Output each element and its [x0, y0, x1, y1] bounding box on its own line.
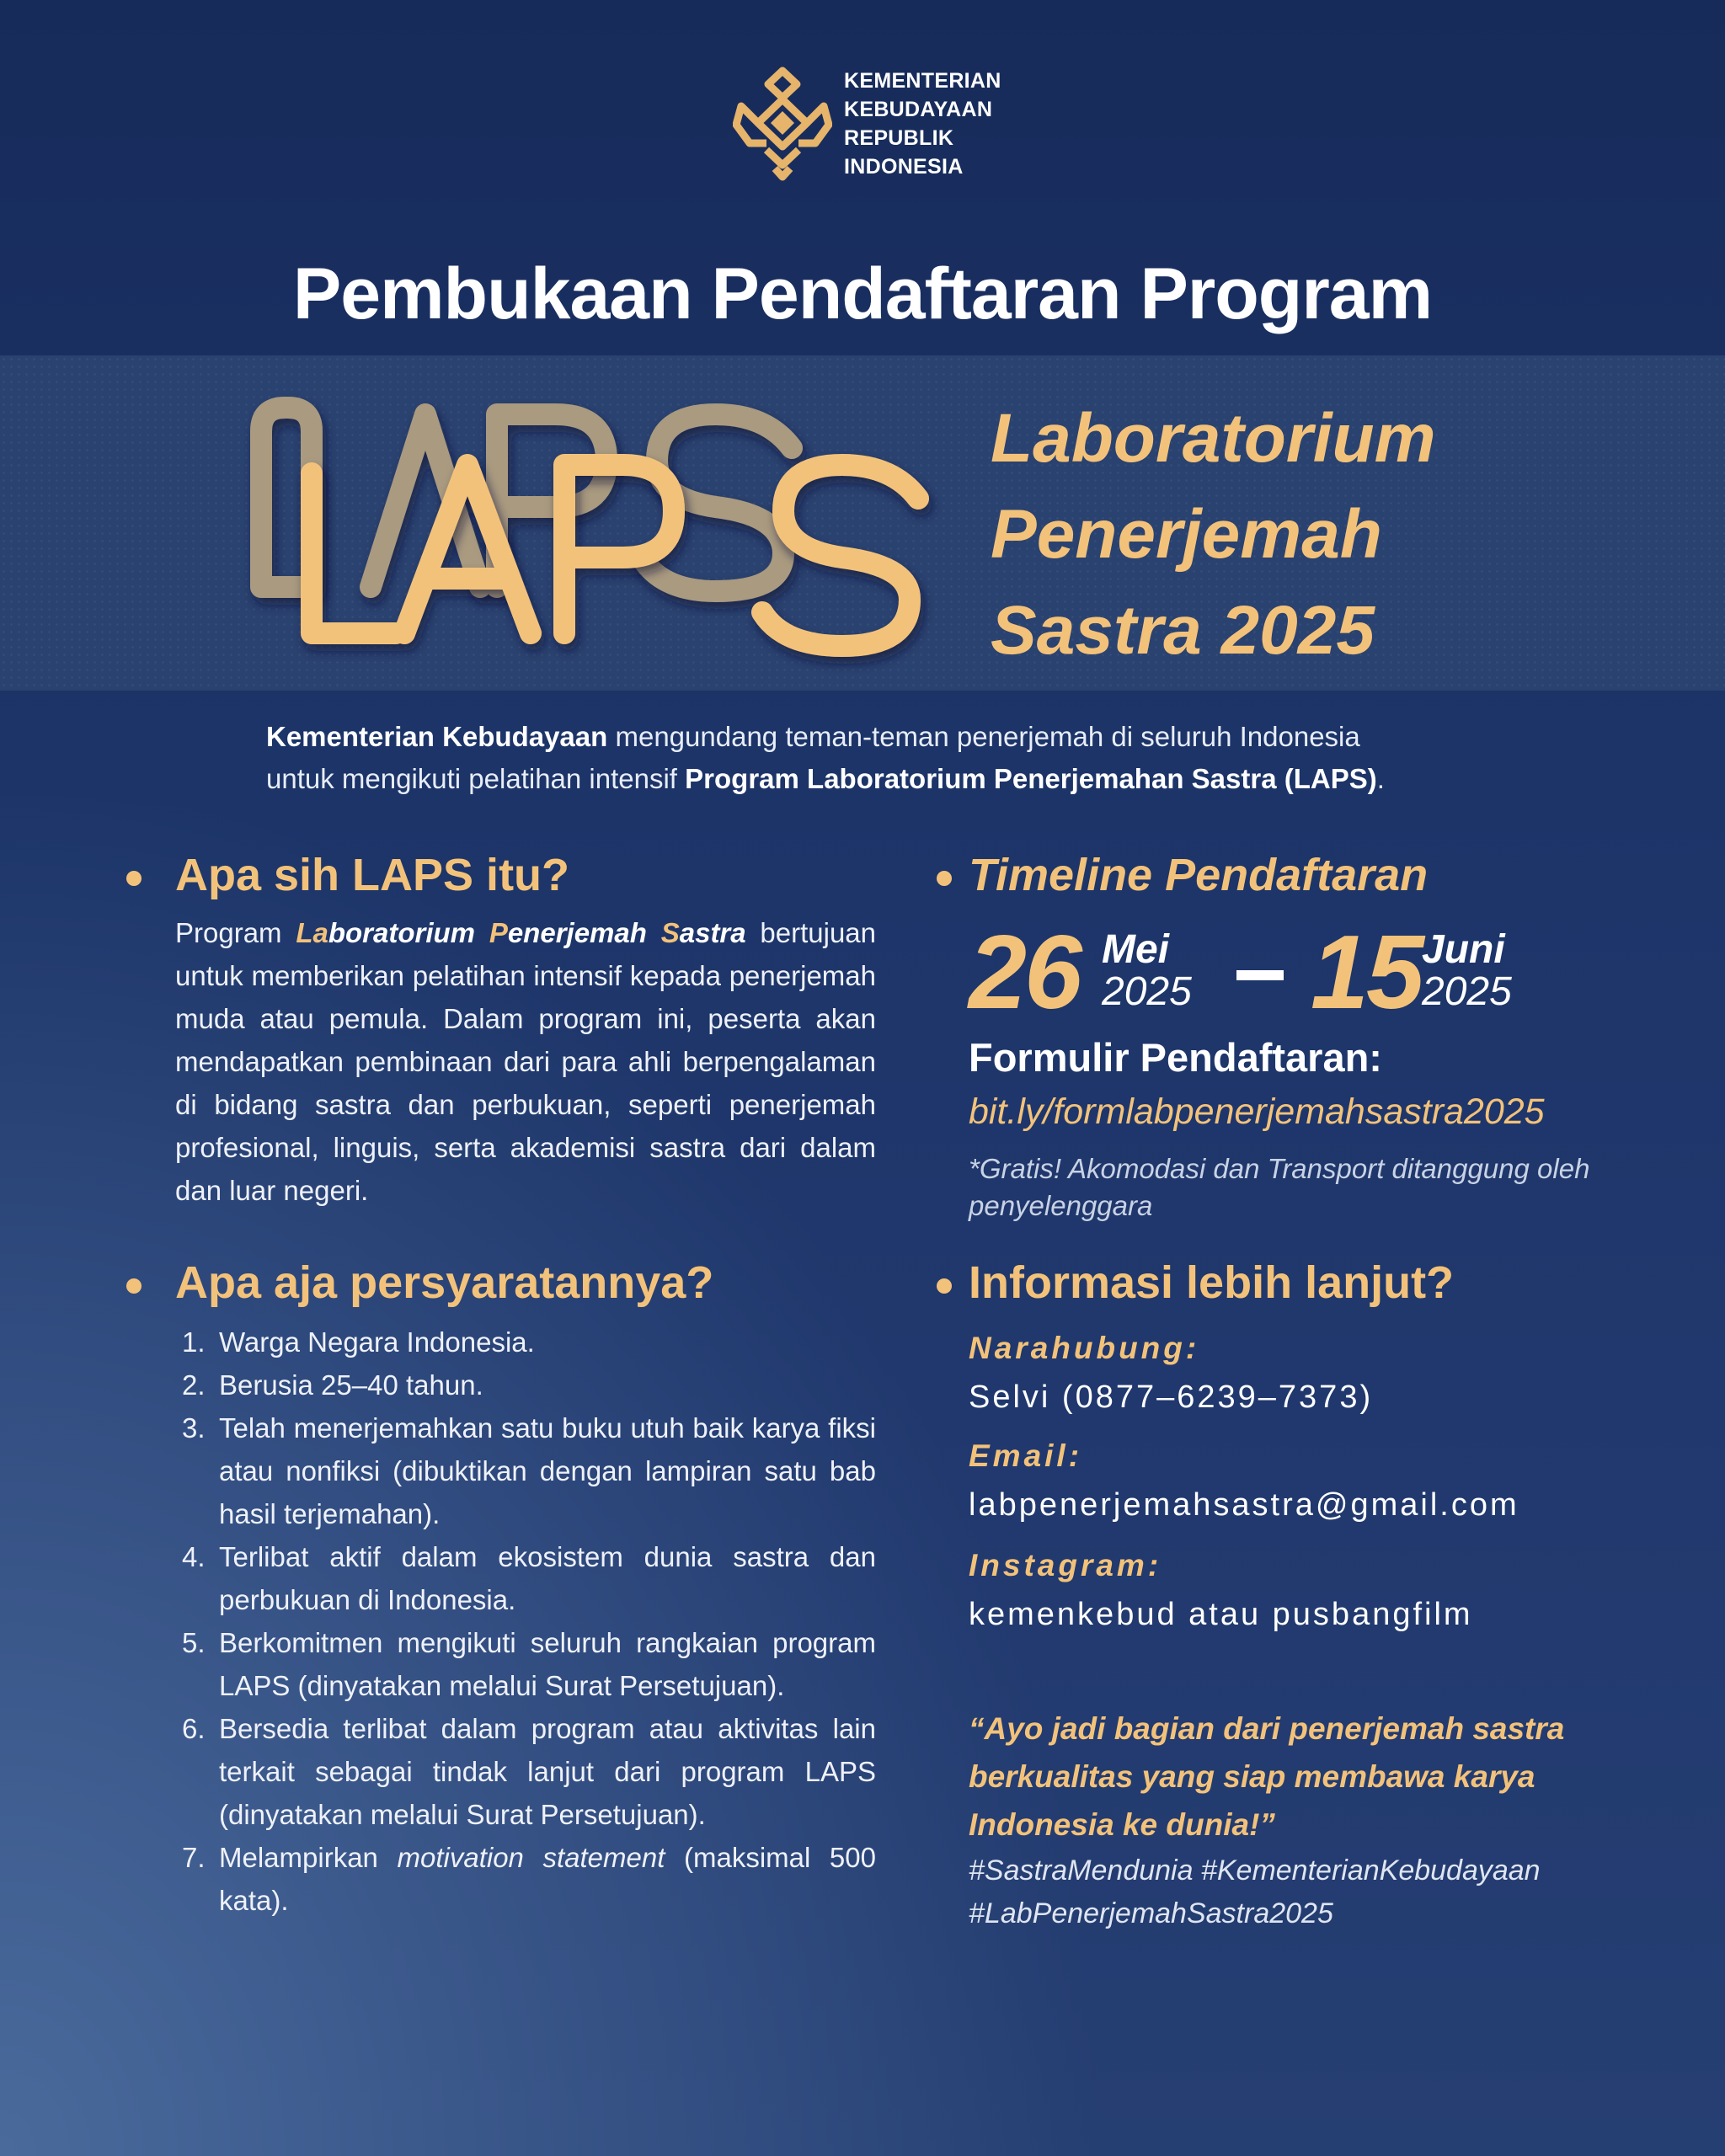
- list-number: 1.: [182, 1326, 206, 1358]
- list-item: [175, 1707, 876, 1836]
- page-title: Pembukaan Pendaftaran Program: [292, 253, 1433, 334]
- list-text-emphasis: motivation statement: [397, 1842, 665, 1873]
- requirements-list: [175, 1321, 876, 1922]
- intro-bold: Kementerian Kebudayaan: [266, 721, 608, 752]
- banner-subtitle-line: Laboratorium: [991, 400, 1436, 477]
- garuda-knot-logo-icon: [733, 66, 832, 182]
- list-item: [175, 1621, 876, 1707]
- instagram-value: kemenkebud atau pusbangfilm: [969, 1597, 1473, 1632]
- bullet-dot: [937, 1278, 952, 1294]
- instagram-label: Instagram:: [969, 1548, 1162, 1582]
- start-month: Mei: [1102, 927, 1170, 972]
- bullet-dot: [126, 871, 142, 886]
- list-item: [175, 1406, 876, 1535]
- list-text: Warga Negara Indonesia.: [219, 1326, 535, 1358]
- ministry-logo: [733, 66, 1001, 182]
- contact-value: Selvi (0877–6239–7373): [969, 1380, 1374, 1415]
- list-item: [175, 1535, 876, 1621]
- list-item: [175, 1836, 876, 1922]
- hashtags: [969, 1849, 1659, 1935]
- banner-subtitle-line: Penerjemah: [991, 496, 1382, 573]
- highlight-rest: boratorium: [328, 917, 476, 948]
- closing-quote: “Ayo jadi bagian dari penerjemah sastra berkualitas yang siap membawa karya Indonesia ke dunia!”: [969, 1711, 1565, 1842]
- list-item: [175, 1321, 876, 1364]
- highlight-rest: astra: [679, 917, 746, 948]
- list-text: Berkomitmen mengikuti seluruh rangkaian program LAPS (dinyatakan melalui Surat Persetujuan).: [219, 1627, 876, 1701]
- ministry-name: [844, 67, 1001, 181]
- ministry-line: KEMENTERIAN: [844, 69, 1001, 93]
- ministry-line: KEBUDAYAAN: [844, 98, 993, 121]
- list-number: 5.: [182, 1627, 206, 1658]
- highlight-rest: enerjemah: [507, 917, 647, 948]
- end-day: 15: [1311, 915, 1422, 1031]
- intro-paragraph: [266, 716, 1471, 800]
- list-item: [175, 1364, 876, 1406]
- requirements-title: Apa aja persyaratannya?: [175, 1257, 714, 1308]
- contact-label: Narahubung:: [969, 1331, 1200, 1365]
- hashtag-line: #SastraMendunia #KementerianKebudayaan: [969, 1854, 1541, 1886]
- list-number: 3.: [182, 1412, 206, 1444]
- list-text: [219, 1836, 876, 1922]
- timeline-title: Timeline Pendaftaran: [969, 850, 1429, 900]
- free-accommodation-note: *Gratis! Akomodasi dan Transport ditanggung oleh penyelenggara: [969, 1153, 1590, 1221]
- intro-text: .: [1376, 763, 1385, 794]
- email-label: Email:: [969, 1438, 1083, 1473]
- start-year: 2025: [1102, 969, 1192, 1014]
- list-text-part: (maksimal 500 kata).: [219, 1842, 876, 1916]
- ministry-line: INDONESIA: [844, 155, 964, 179]
- laps-logo-art: [244, 381, 952, 675]
- list-text: Bersedia terlibat dalam program atau aktivitas lain terkait sebagai tindak lanjut dari program LAPS (dinyatakan melalui Surat Persetujuan).: [219, 1713, 876, 1830]
- list-text-part: Melampirkan: [219, 1842, 398, 1873]
- list-number: 4.: [182, 1541, 206, 1572]
- date-range-dash: [1236, 970, 1284, 980]
- laps-banner: [0, 355, 1725, 691]
- list-text: Berusia 25–40 tahun.: [219, 1369, 483, 1401]
- intro-bold: Program Laboratorium Penerjemahan Sastra (LAPS): [685, 763, 1377, 794]
- highlight-cap: S: [660, 917, 680, 948]
- end-year: 2025: [1422, 969, 1512, 1014]
- about-body: [175, 911, 876, 1212]
- bullet-dot: [937, 871, 952, 886]
- banner-subtitle: [991, 391, 1681, 679]
- laps-highlight: [661, 917, 746, 948]
- hashtag-line: #LabPenerjemahSastra2025: [969, 1897, 1333, 1929]
- email-value[interactable]: labpenerjemahsastra@gmail.com: [969, 1487, 1519, 1523]
- about-title: Apa sih LAPS itu?: [175, 850, 570, 900]
- list-text: Terlibat aktif dalam ekosistem dunia sastra dan perbukuan di Indonesia.: [219, 1541, 876, 1615]
- bullet-dot: [126, 1278, 142, 1294]
- info-title: Informasi lebih lanjut?: [969, 1257, 1455, 1308]
- about-text: bertujuan untuk memberikan pelatihan intensif kepada penerjemah muda atau pemula. Dalam program ini, peserta akan mendapatkan pembinaan dari para ahli berpengalaman di bidang sastra dan perbukuan, seperti penerjemah profesional, linguis, serta akademisi sastra dari dalam dan luar negeri.: [175, 917, 877, 1206]
- list-number: 6.: [182, 1713, 206, 1744]
- laps-highlight: [489, 917, 647, 948]
- highlight-cap: P: [489, 917, 508, 948]
- list-text: Telah menerjemahkan satu buku utuh baik karya fiksi atau nonfiksi (dibuktikan dengan lampiran satu bab hasil terjemahan).: [219, 1412, 876, 1529]
- intro-text: mengundang teman-teman penerjemah di seluruh Indonesia: [607, 721, 1360, 752]
- list-number: 2.: [182, 1369, 206, 1401]
- banner-subtitle-line: Sastra 2025: [991, 592, 1375, 669]
- highlight-cap: La: [296, 917, 328, 948]
- registration-form-link[interactable]: bit.ly/formlabpenerjemahsastra2025: [969, 1091, 1545, 1132]
- list-number: 7.: [182, 1842, 206, 1873]
- about-prefix: Program: [175, 917, 296, 948]
- end-month: Juni: [1422, 927, 1505, 972]
- intro-text: untuk mengikuti pelatihan intensif: [266, 763, 686, 794]
- ministry-line: REPUBLIK: [844, 126, 954, 150]
- laps-highlight: [296, 917, 475, 948]
- form-label: Formulir Pendaftaran:: [969, 1035, 1382, 1080]
- start-day: 26: [969, 915, 1080, 1031]
